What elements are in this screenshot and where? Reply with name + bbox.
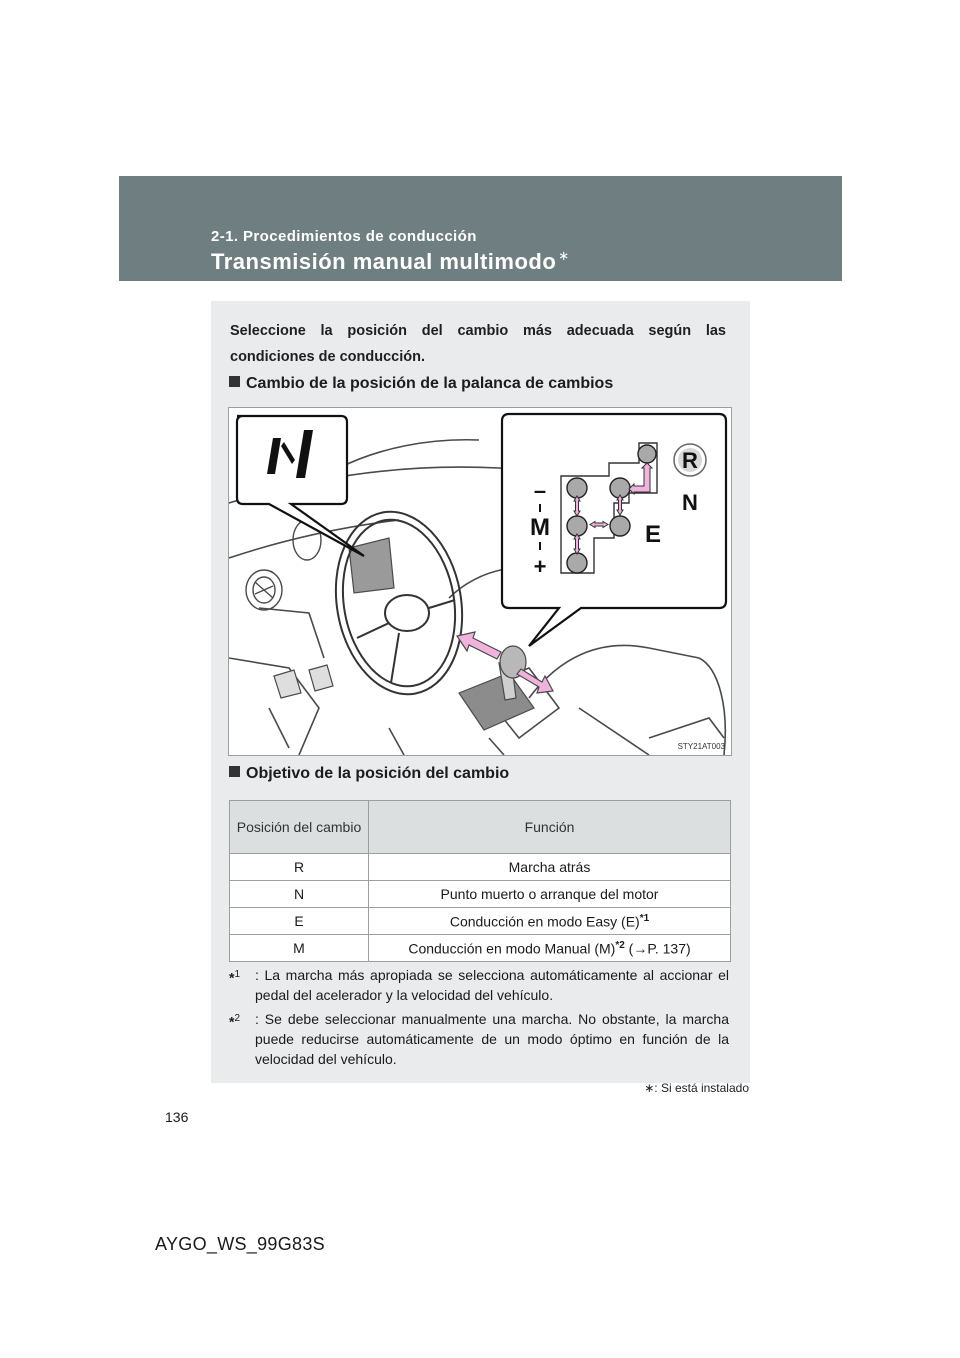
gate-label-n: N [682, 490, 698, 515]
table-row [230, 881, 731, 908]
footnote-ref: *1 [639, 912, 650, 924]
title-mark: ∗ [558, 248, 570, 263]
col-header-function: Función [369, 801, 731, 854]
cell-function [369, 854, 731, 881]
cell-position: N [230, 881, 369, 908]
note-mark [229, 1009, 240, 1032]
square-bullet-icon [229, 766, 240, 777]
table-row [230, 854, 731, 881]
footnote-2 [229, 1009, 729, 1069]
square-bullet-icon [229, 376, 240, 387]
cell-function-text: Conducción en modo Manual (M) [408, 940, 616, 957]
table-row [230, 935, 731, 962]
shift-position-table [229, 800, 731, 962]
air-vent-icon [246, 570, 282, 610]
note-number: 1 [234, 969, 241, 980]
gate-label-plus: + [533, 554, 547, 579]
gate-label-minus: – [533, 478, 547, 503]
footnote-1 [229, 965, 729, 1005]
page-number: 136 [165, 1109, 189, 1125]
page-title-text: Transmisión manual multimodo [211, 249, 557, 274]
installation-footnote: ∗: Si está instalado [644, 1081, 749, 1095]
page-title [211, 248, 570, 275]
shift-lever-figure [228, 407, 732, 756]
note-mark [229, 965, 240, 988]
footnote-ref: *2 [615, 939, 625, 951]
intro-text: Seleccione la posición del cambio más adecuada según las condiciones de conducción. [230, 323, 726, 365]
section-label: 2-1. Procedimientos de conducción [211, 228, 477, 245]
cell-function [369, 908, 731, 935]
cell-function-text: Punto muerto o arranque del motor [440, 886, 659, 902]
col-header-position: Posición del cambio [230, 801, 369, 854]
cell-position: R [230, 854, 369, 881]
content-panel [211, 301, 750, 1083]
subhead-purpose [229, 765, 509, 783]
pedals-icon [274, 665, 333, 698]
table-row [230, 908, 731, 935]
interior-illustration [229, 408, 731, 755]
cell-position: M [230, 935, 369, 962]
steering-wheel-icon [322, 502, 476, 705]
cell-position: E [230, 908, 369, 935]
cell-function [369, 881, 731, 908]
cluster-display-icon [349, 538, 394, 593]
note-number: 2 [234, 1013, 241, 1024]
gate-label-m: M [530, 514, 550, 541]
note-asterisk: * [229, 969, 235, 986]
note-text: : Se debe seleccionar manualmente una marcha. No obstante, la marcha puede reducirse automáticamente de un modo óptimo en función de la velocidad del vehículo. [255, 1011, 729, 1067]
subhead-change-text: Cambio de la posición de la palanca de cambios [246, 375, 614, 392]
chapter-header [119, 176, 842, 281]
gate-label-e: E [644, 521, 662, 548]
subhead-change [229, 375, 613, 393]
display-callout [237, 416, 364, 556]
gate-r-badge [674, 444, 706, 476]
gate-label-r: R [682, 448, 698, 473]
subhead-purpose-text: Objetivo de la posición del cambio [246, 765, 510, 782]
note-asterisk: * [229, 1013, 235, 1030]
cell-function-text: Marcha atrás [508, 859, 591, 875]
note-text: : La marcha más apropiada se selecciona automáticamente al accionar el pedal del acelerador y la velocidad del vehículo. [255, 967, 729, 1003]
figure-code: STY21AT003 [677, 742, 725, 751]
cell-function-text: Conducción en modo Easy (E) [449, 913, 640, 930]
page-reference: (→P. 137) [624, 940, 691, 957]
document-code: AYGO_WS_99G83S [155, 1234, 325, 1254]
cell-function [369, 935, 731, 962]
table-header-row [230, 801, 731, 854]
